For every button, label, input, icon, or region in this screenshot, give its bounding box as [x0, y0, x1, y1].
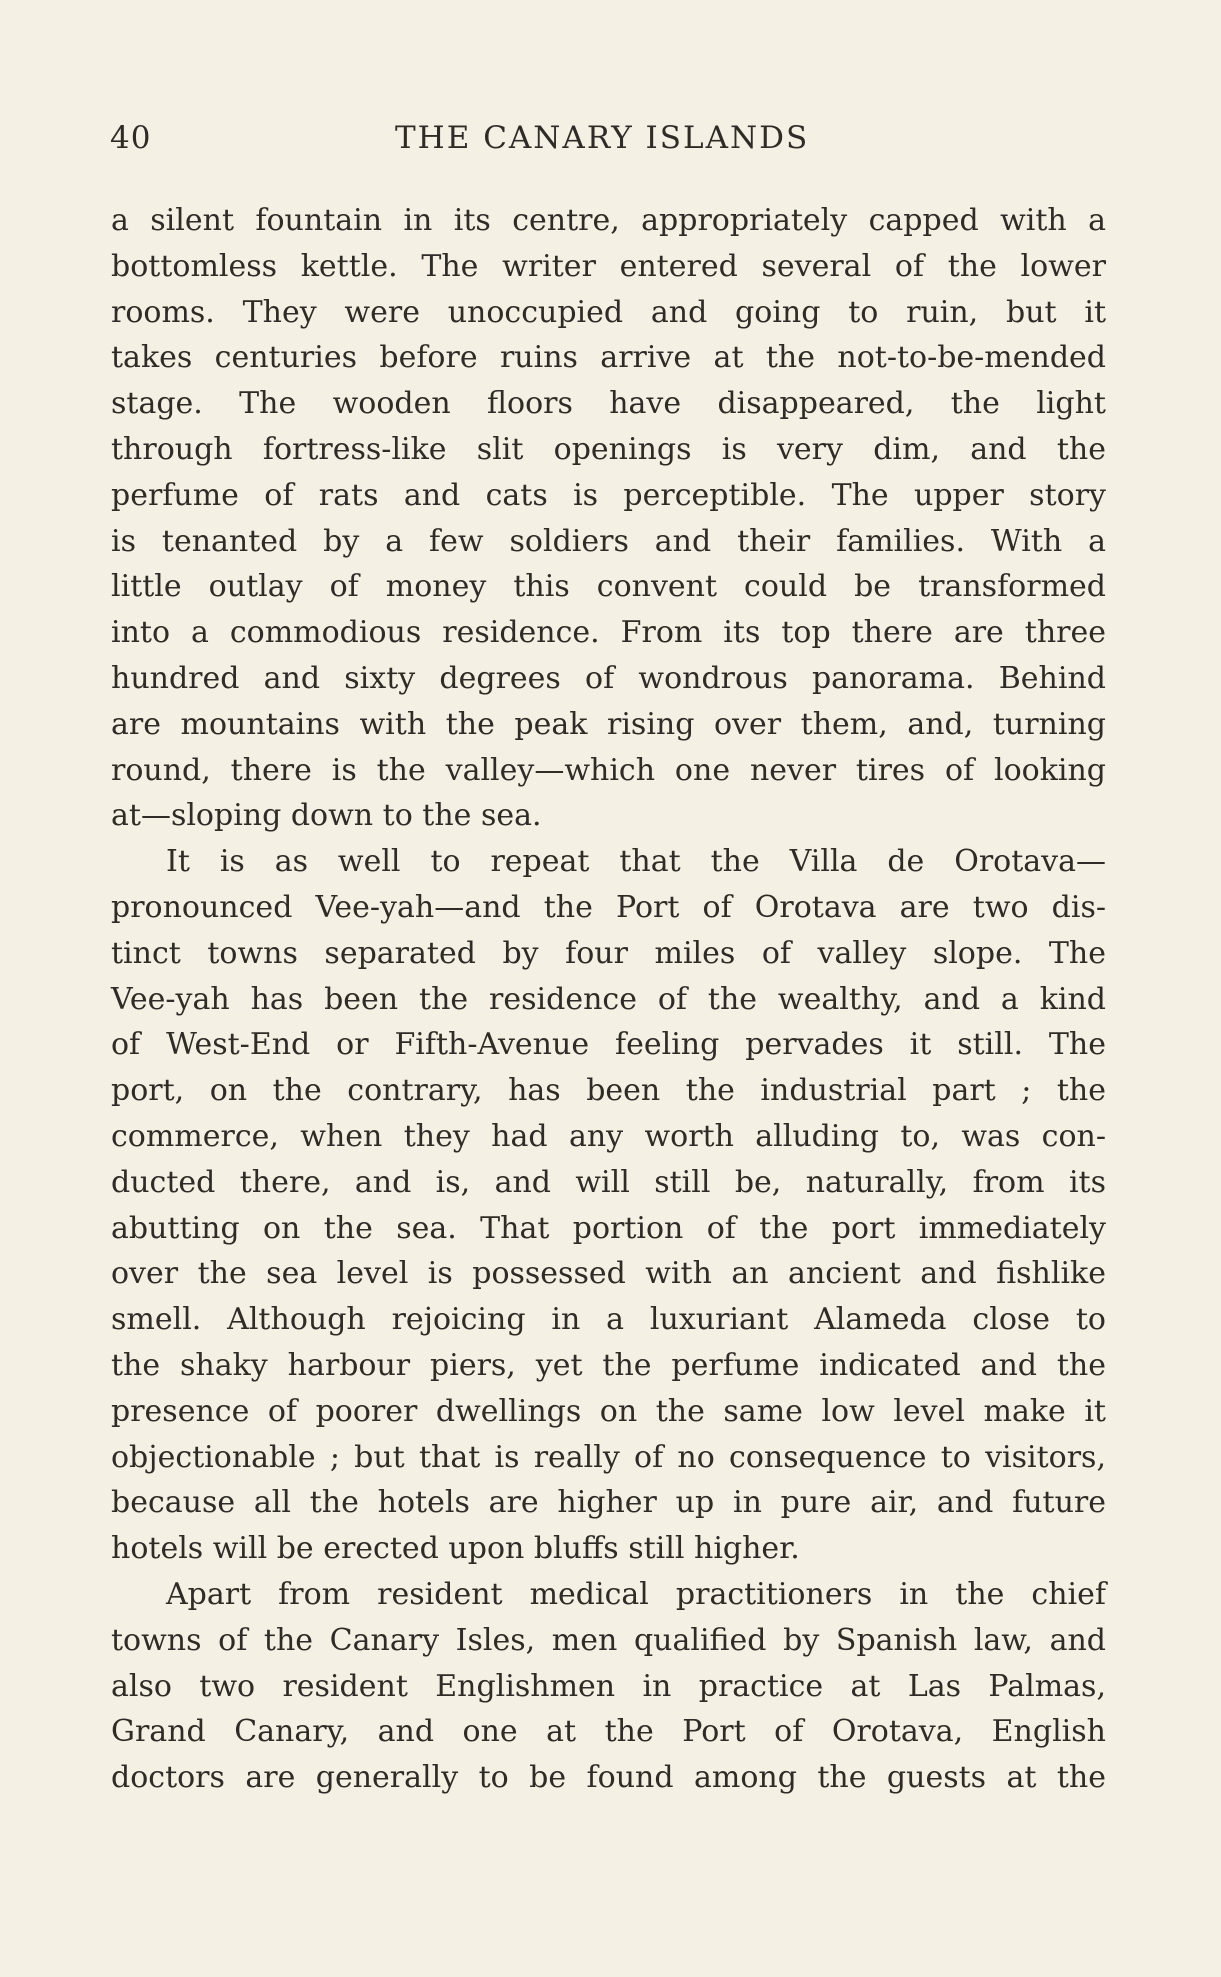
text-line: ducted there, and is, and will still be, naturally, from its [111, 1164, 1106, 1200]
body-text [111, 198, 1106, 1801]
text-line: smell. Although rejoicing in a luxuriant Alameda close to [111, 1302, 1106, 1338]
text-line: is tenanted by a few soldiers and their families. With a [111, 523, 1106, 559]
page-number: 40 [110, 120, 152, 156]
text-line: presence of poorer dwellings on the same low level make it [111, 1393, 1106, 1429]
text-line: pronounced Vee-yah—and the Port of Orotava are two dis- [111, 889, 1106, 925]
text-line: stage. The wooden floors have disappeared, the light [111, 386, 1106, 422]
text-line: round, there is the valley—which one never tires of looking [111, 752, 1106, 788]
text-line: commerce, when they had any worth alluding to, was con- [111, 1118, 1106, 1154]
text-line: through fortress-like slit openings is very dim, and the [111, 431, 1106, 467]
text-line: over the sea level is possessed with an ancient and fishlike [111, 1256, 1106, 1292]
text-line: hundred and sixty degrees of wondrous panorama. Behind [111, 660, 1106, 696]
paragraph-end-line: hotels will be erected upon bluffs still higher. [111, 1531, 800, 1567]
text-line: Grand Canary, and one at the Port of Orotava, English [111, 1714, 1106, 1750]
text-line: also two resident Englishmen in practice at Las Palmas, [111, 1668, 1106, 1704]
running-head [110, 120, 830, 160]
paragraph-end-line: at—sloping down to the sea. [111, 798, 542, 834]
text-line: tinct towns separated by four miles of valley slope. The [111, 935, 1106, 971]
text-line: little outlay of money this convent could be transformed [111, 569, 1106, 605]
text-line: because all the hotels are higher up in pure air, and future [111, 1485, 1106, 1521]
text-line: a silent fountain in its centre, appropriately capped with a [111, 203, 1106, 238]
text-line: port, on the contrary, has been the industrial part ; the [111, 1073, 1106, 1109]
text-line: takes centuries before ruins arrive at the not-to-be-mended [111, 340, 1106, 376]
text-line: objectionable ; but that is really of no consequence to visitors, [111, 1439, 1106, 1475]
running-title: THE CANARY ISLANDS [395, 120, 810, 156]
paragraph-start-line: Apart from resident medical practitioners in the chief [166, 1576, 1106, 1612]
text-line: perfume of rats and cats is perceptible. The upper story [111, 477, 1106, 513]
text-line: Vee-yah has been the residence of the wealthy, and a kind [111, 981, 1106, 1017]
text-line: into a commodious residence. From its top there are three [111, 615, 1106, 651]
text-line: the shaky harbour piers, yet the perfume indicated and the [111, 1347, 1106, 1383]
text-line: abutting on the sea. That portion of the port immediately [111, 1210, 1106, 1246]
text-line: towns of the Canary Isles, men qualified by Spanish law, and [111, 1622, 1106, 1658]
text-line: rooms. They were unoccupied and going to ruin, but it [111, 294, 1106, 330]
paragraph-start-line: It is as well to repeat that the Villa de Orotava— [166, 844, 1106, 880]
text-line: bottomless kettle. The writer entered several of the lower [111, 248, 1106, 284]
text-line: doctors are generally to be found among the guests at the [111, 1760, 1106, 1796]
text-line: are mountains with the peak rising over them, and, turning [111, 706, 1106, 742]
text-line: of West-End or Fifth-Avenue feeling pervades it still. The [111, 1027, 1106, 1063]
